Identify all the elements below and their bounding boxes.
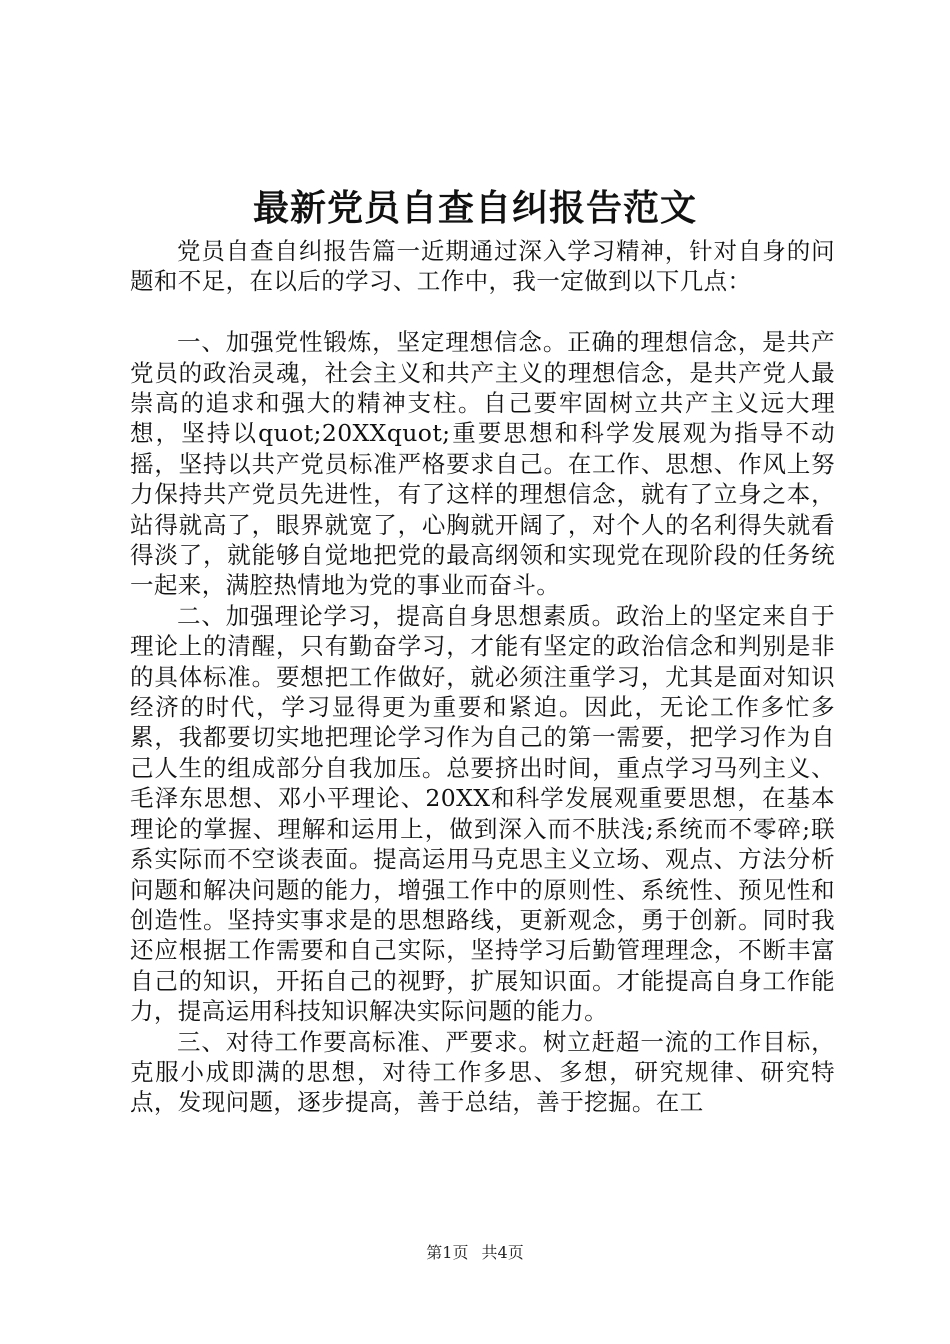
page-number-current: 第1页 — [426, 1243, 469, 1262]
paragraph-intro: 党员自查自纠报告篇一近期通过深入学习精神，针对自身的问题和不足，在以后的学习、工作中，我一定做到以下几点： — [130, 237, 835, 296]
paragraph-section-3: 三、对待工作要高标准、严要求。树立赶超一流的工作目标，克服小成即满的思想，对待工作多思、多想，研究规律、研究特点，发现问题，逐步提高，善于总结，善于挖掘。在工 — [130, 1027, 835, 1117]
paragraph-section-2: 二、加强理论学习，提高自身思想素质。政治上的坚定来自于理论上的清醒，只有勤奋学习，才能有坚定的政治信念和判别是非的具体标准。要想把工作做好，就必须注重学习，尤其是面对知识经济的时代，学习显得更为重要和紧迫。因此，无论工作多忙多累，我都要切实地把理论学习作为自己的第一需要，把学习作为自己人生的组成部分自我加压。总要挤出时间，重点学习马列主义、毛泽东思想、邓小平理论、20XX和科学发展观重要思想，在基本理论的掌握、理解和运用上，做到深入而不肤浅;系统而不零碎;联系实际而不空谈表面。提高运用马克思主义立场、观点、方法分析问题和解决问题的能力，增强工作中的原则性、系统性、预见性和创造性。坚持实事求是的思想路线，更新观念，勇于创新。同时我还应根据工作需要和自己实际，坚持学习后勤管理理念，不断丰富自己的知识，开拓自己的视野，扩展知识面。才能提高自身工作能力，提高运用科技知识解决实际问题的能力。 — [130, 601, 835, 1026]
page-number-total: 共4页 — [481, 1243, 524, 1262]
document-body — [130, 236, 835, 1118]
page-footer — [0, 1243, 950, 1263]
paragraph-section-1: 一、加强党性锻炼，坚定理想信念。正确的理想信念，是共产党员的政治灵魂，社会主义和共产主义的理想信念，是共产党人最崇高的追求和强大的精神支柱。自己要牢固树立共产主义远大理想，坚持以quot;20XXquot;重要思想和科学发展观为指导不动摇，坚持以共产党员标准严格要求自己。在工作、思想、作风上努力保持共产党员先进性，有了这样的理想信念，就有了立身之本，站得就高了，眼界就宽了，心胸就开阔了，对个人的名利得失就看得淡了，就能够自觉地把党的最高纲领和实现党在现阶段的任务统一起来，满腔热情地为党的事业而奋斗。 — [130, 328, 835, 600]
document-title: 最新党员自查自纠报告范文 — [252, 187, 697, 229]
